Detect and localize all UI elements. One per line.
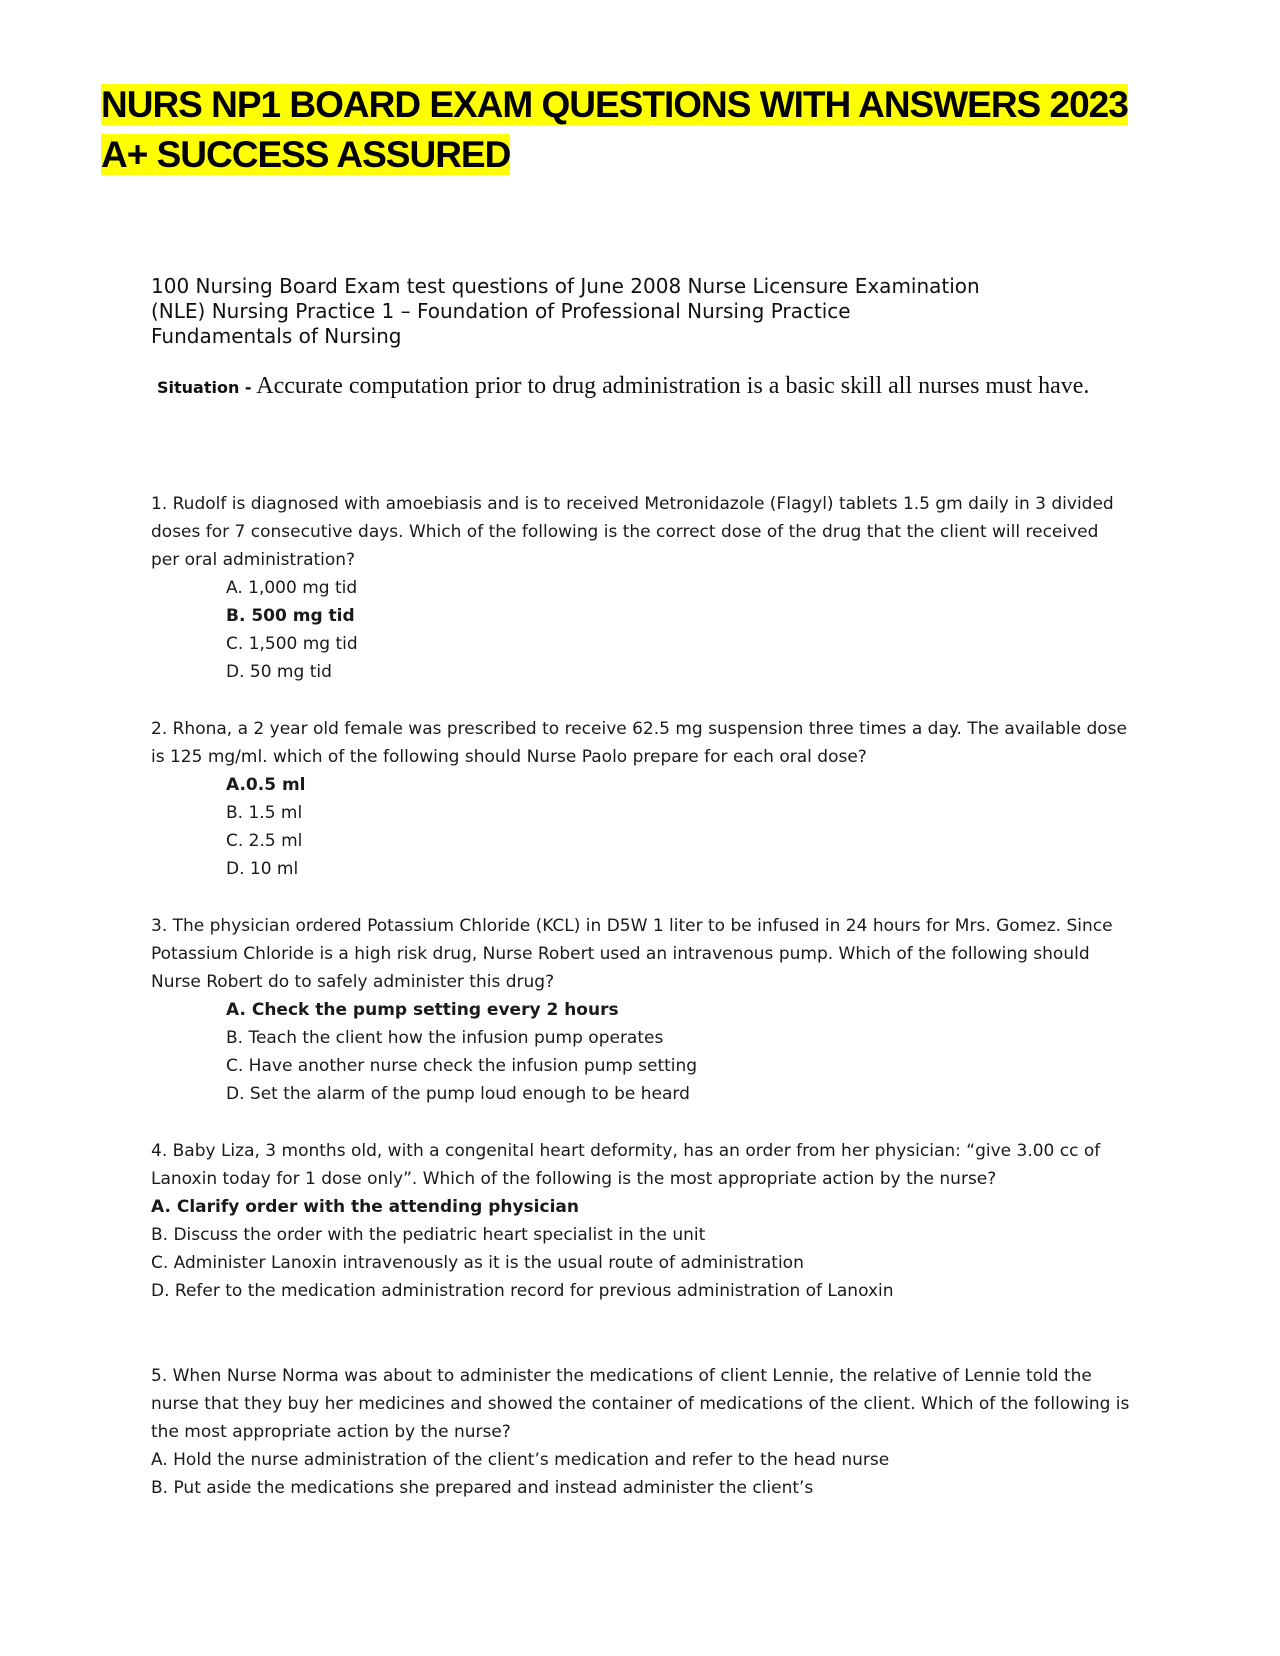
intro-line-2: (NLE) Nursing Practice 1 – Foundation of Professional Nursing Practice xyxy=(151,299,851,323)
choice-a-answer: A. Clarify order with the attending physician xyxy=(151,1197,579,1217)
document-title xyxy=(101,80,1161,180)
choice-b: B. 1.5 ml xyxy=(226,803,303,823)
choice-list xyxy=(151,574,1131,686)
choice-list xyxy=(151,1193,1131,1305)
choice-d: D. 50 mg tid xyxy=(226,662,332,682)
question-4 xyxy=(151,1137,1131,1305)
question-stem: 1. Rudolf is diagnosed with amoebiasis and is to received Metronidazole (Flagyl) tablets 1.5 gm daily in 3 divided doses for 7 consecutive days. Which of the following is the correct dose of the drug that the client will received per oral administration? xyxy=(151,494,1114,570)
choice-list xyxy=(151,996,1131,1108)
choice-c: C. Have another nurse check the infusion pump setting xyxy=(226,1056,698,1076)
situation-paragraph xyxy=(151,372,1111,402)
intro-line-3: Fundamentals of Nursing xyxy=(151,324,402,348)
intro-paragraph xyxy=(151,274,1151,349)
choice-a: A. 1,000 mg tid xyxy=(226,578,358,598)
title-line-1: NURS NP1 BOARD EXAM QUESTIONS WITH ANSWERS 2023 xyxy=(101,84,1128,125)
choice-a-answer: A.0.5 ml xyxy=(226,775,306,795)
question-stem: 4. Baby Liza, 3 months old, with a congenital heart deformity, has an order from her physician: “give 3.00 cc of Lanoxin today for 1 dose only”. Which of the following is the most appropriate action by the nurse? xyxy=(151,1141,1101,1189)
choice-b-answer: B. 500 mg tid xyxy=(226,606,355,626)
situation-label: Situation - xyxy=(157,378,252,397)
question-5 xyxy=(151,1362,1131,1502)
intro-line-1: 100 Nursing Board Exam test questions of June 2008 Nurse Licensure Examination xyxy=(151,274,980,298)
choice-a-answer: A. Check the pump setting every 2 hours xyxy=(226,1000,619,1020)
question-1 xyxy=(151,490,1131,686)
choice-b: B. Discuss the order with the pediatric heart specialist in the unit xyxy=(151,1225,706,1245)
question-stem: 5. When Nurse Norma was about to administer the medications of client Lennie, the relative of Lennie told the nurse that they buy her medicines and showed the container of medications of the client. Which of the following is the most appropriate action by the nurse? xyxy=(151,1366,1130,1442)
situation-text: Accurate computation prior to drug administration is a basic skill all nurses must have. xyxy=(256,373,1090,399)
choice-c: C. 1,500 mg tid xyxy=(226,634,358,654)
title-line-2: A+ SUCCESS ASSURED xyxy=(101,134,511,175)
choice-list xyxy=(151,1446,1131,1502)
question-stem: 3. The physician ordered Potassium Chloride (KCL) in D5W 1 liter to be infused in 24 hours for Mrs. Gomez. Since Potassium Chloride is a high risk drug, Nurse Robert used an intravenous pump. Which of the following should Nurse Robert do to safely administer this drug? xyxy=(151,916,1113,992)
choice-a: A. Hold the nurse administration of the client’s medication and refer to the head nurse xyxy=(151,1450,890,1470)
choice-b: B. Teach the client how the infusion pump operates xyxy=(226,1028,664,1048)
choice-d: D. Refer to the medication administration record for previous administration of Lanoxin xyxy=(151,1281,894,1301)
question-3 xyxy=(151,912,1131,1108)
choice-d: D. Set the alarm of the pump loud enough to be heard xyxy=(226,1084,690,1104)
question-2 xyxy=(151,715,1131,883)
choice-b: B. Put aside the medications she prepared and instead administer the client’s xyxy=(151,1478,814,1498)
question-stem: 2. Rhona, a 2 year old female was prescribed to receive 62.5 mg suspension three times a day. The available dose is 125 mg/ml. which of the following should Nurse Paolo prepare for each oral dose? xyxy=(151,719,1127,767)
choice-c: C. Administer Lanoxin intravenously as it is the usual route of administration xyxy=(151,1253,804,1273)
choice-list xyxy=(151,771,1131,883)
choice-d: D. 10 ml xyxy=(226,859,299,879)
choice-c: C. 2.5 ml xyxy=(226,831,303,851)
